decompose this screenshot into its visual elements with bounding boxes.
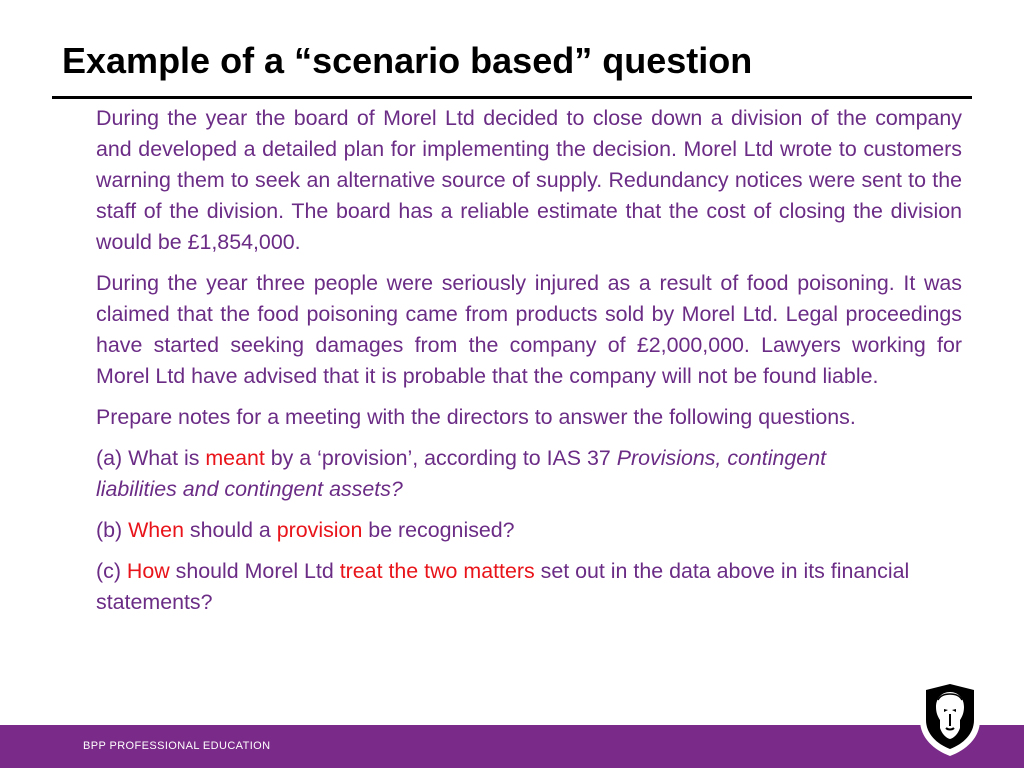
- question-b-highlight-provision: provision: [276, 518, 363, 542]
- scenario-paragraph-1: During the year the board of Morel Ltd decided to close down a division of the company and developed a detailed plan for implementing the decision. Morel Ltd wrote to customers warning them to seek an alternative source of supply. Redundancy notices were sent to the staff of the division. The board has a reliable estimate that the cost of closing the division would be £1,854,000.: [96, 106, 962, 254]
- question-b-highlight-when: When: [128, 518, 184, 542]
- question-c-highlight-how: How: [126, 559, 170, 583]
- question-a-text-1: (a) What is: [96, 446, 206, 470]
- question-c-text-3: set out in the data above in its financial statements?: [96, 559, 910, 614]
- title-divider: [52, 96, 972, 99]
- question-a: [96, 443, 896, 505]
- scenario-paragraph-2: During the year three people were seriously injured as a result of food poisoning. It was claimed that the food poisoning came from products sold by Morel Ltd. Legal proceedings have started seeking damages from the company of £2,000,000. Lawyers working for Morel Ltd have advised that it is probable that the company will not be found liable.: [96, 271, 962, 388]
- question-b: [96, 515, 962, 546]
- question-c-highlight-matters: treat the two matters: [339, 559, 535, 583]
- slide-title: Example of a “scenario based” question: [62, 40, 753, 81]
- instruction-paragraph: Prepare notes for a meeting with the directors to answer the following questions.: [96, 405, 856, 429]
- slide-body: [96, 103, 962, 628]
- lion-shield-logo-icon: [916, 676, 984, 758]
- question-a-text-2: by a ‘provision’, according to IAS 37: [264, 446, 617, 470]
- question-c: [96, 556, 941, 618]
- question-c-text-2: should Morel Ltd: [169, 559, 340, 583]
- footer-brand-text: BPP PROFESSIONAL EDUCATION: [83, 740, 271, 752]
- question-b-text-3: be recognised?: [362, 518, 515, 542]
- question-b-text-1: (b): [96, 518, 129, 542]
- footer-band: [0, 725, 1024, 768]
- question-b-text-2: should a: [183, 518, 277, 542]
- question-c-text-1: (c): [96, 559, 127, 583]
- question-a-standard-title: Provisions, contingent liabilities and contingent assets?: [96, 446, 827, 501]
- question-a-highlight-meant: meant: [205, 446, 265, 470]
